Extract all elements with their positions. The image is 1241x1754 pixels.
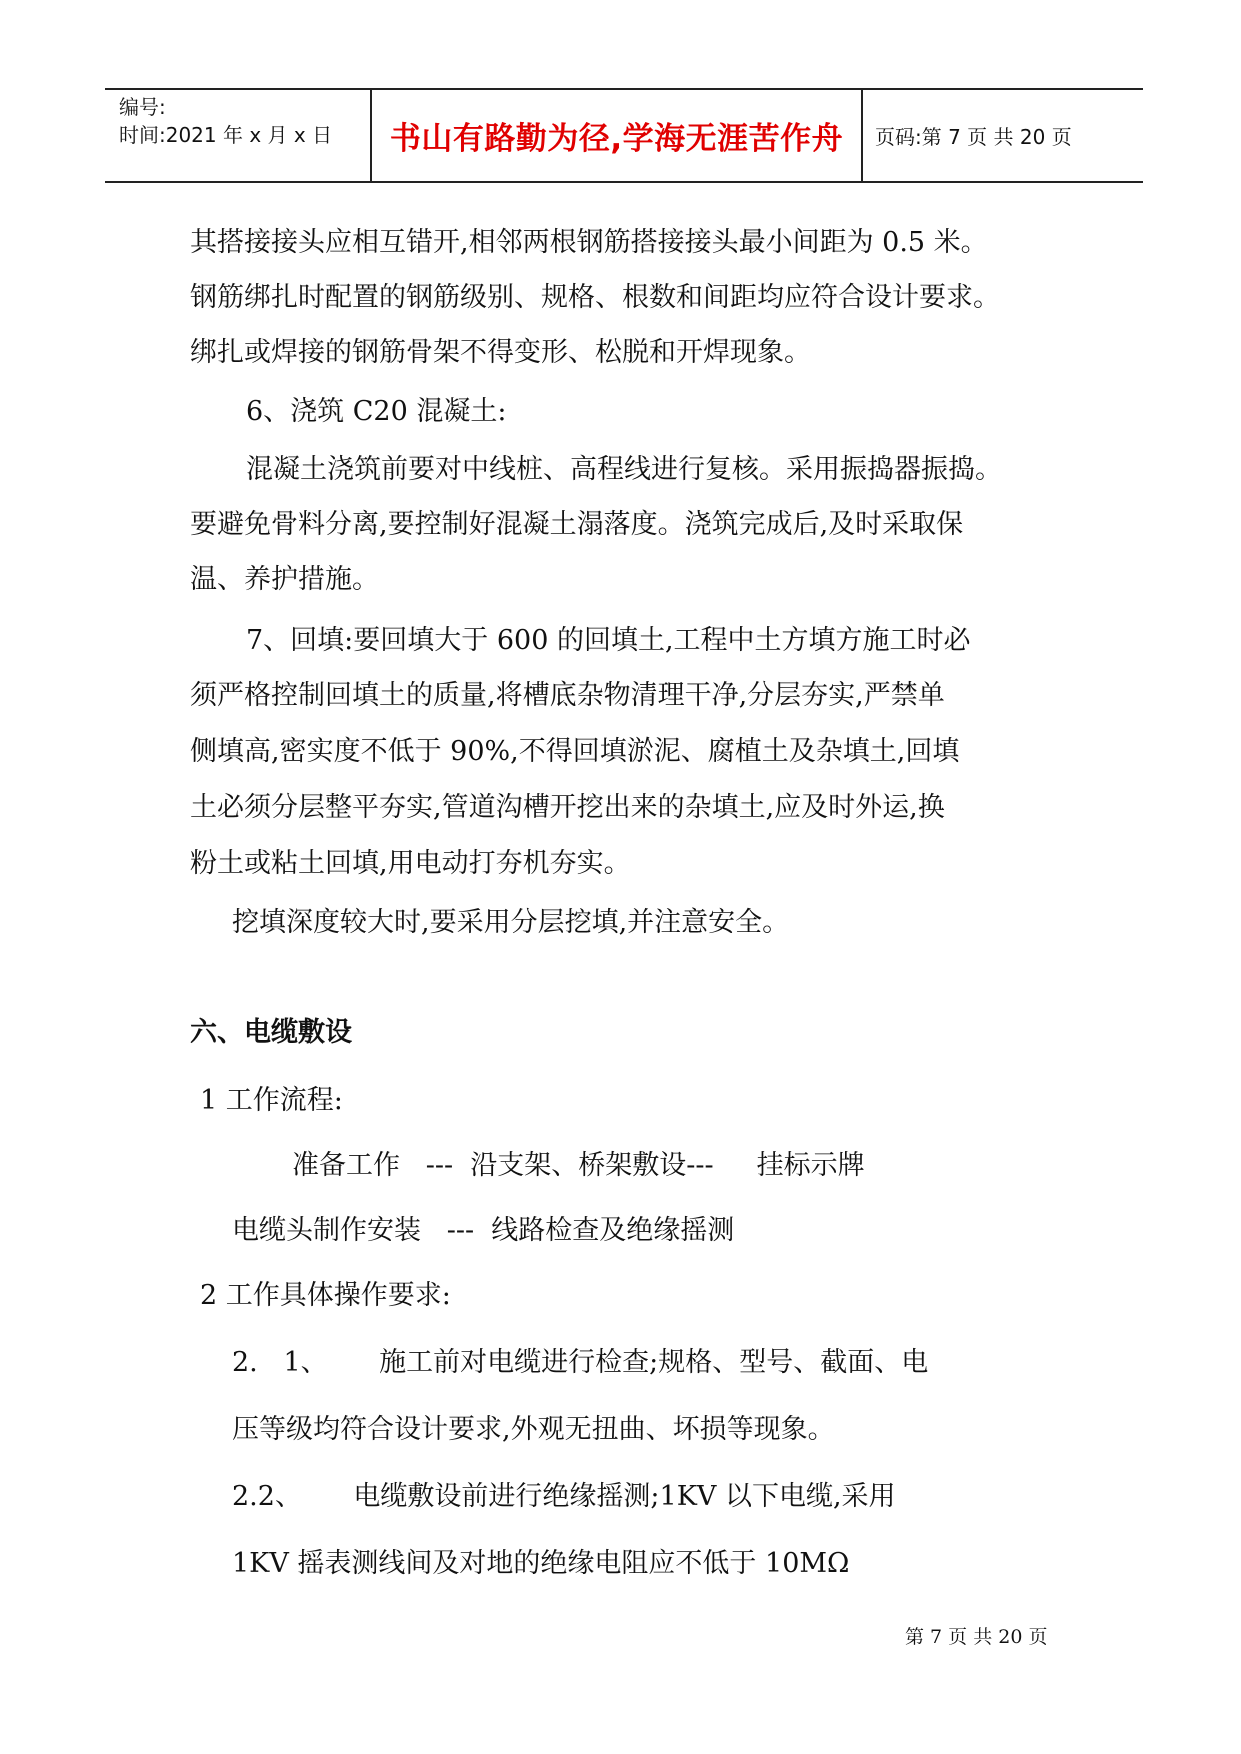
body-paragraph-line: 挖填深度较大时,要采用分层挖填,并注意安全。 — [232, 907, 790, 938]
section-line: 2. 1、 施工前对电缆进行检查;规格、型号、截面、电 — [232, 1347, 929, 1378]
body-item-heading: 6、浇筑 C20 混凝土: — [246, 396, 507, 427]
body-paragraph-line: 土必须分层整平夯实,管道沟槽开挖出来的杂填土,应及时外运,换 — [190, 792, 945, 823]
body-paragraph-line: 其搭接接头应相互错开,相邻两根钢筋搭接接头最小间距为 0.5 米。 — [190, 227, 988, 258]
header-page-info: 页码:第 7 页 共 20 页 — [875, 125, 1072, 149]
section-title: 六、电缆敷设 — [190, 1017, 352, 1048]
header-divider — [861, 90, 863, 181]
header-time-label: 时间:2021 年 x 月 x 日 — [119, 123, 333, 147]
body-paragraph-line: 绑扎或焊接的钢筋骨架不得变形、松脱和开焊现象。 — [190, 337, 811, 368]
body-paragraph-line: 粉土或粘土回填,用电动打夯机夯实。 — [190, 848, 631, 879]
body-paragraph-line: 须严格控制回填土的质量,将槽底杂物清理干净,分层夯实,严禁单 — [190, 680, 945, 711]
header-meta — [105, 90, 370, 181]
body-paragraph-line: 要避免骨料分离,要控制好混凝土溻落度。浇筑完成后,及时采取保 — [190, 509, 964, 540]
workflow-line: 电缆头制作安装 --- 线路检查及绝缘摇测 — [232, 1215, 735, 1246]
header-motto: 书山有路勤为径,学海无涯苦作舟 — [389, 121, 844, 157]
workflow-line: 准备工作 --- 沿支架、桥架敷设--- 挂标示牌 — [292, 1150, 865, 1181]
section-line: 1KV 摇表测线间及对地的绝缘电阻应不低于 10MΩ — [232, 1548, 850, 1579]
section-line: 1 工作流程: — [200, 1085, 343, 1116]
section-line: 2.2、 电缆敷设前进行绝缘摇测;1KV 以下电缆,采用 — [232, 1481, 896, 1512]
body-paragraph-line: 7、回填:要回填大于 600 的回填土,工程中土方填方施工时必 — [246, 625, 971, 656]
body-paragraph-line: 侧填高,密实度不低于 90%,不得回填淤泥、腐植土及杂填土,回填 — [190, 736, 960, 767]
body-paragraph-line: 钢筋绑扎时配置的钢筋级别、规格、根数和间距均应符合设计要求。 — [190, 282, 1000, 313]
body-paragraph-line: 混凝土浇筑前要对中线桩、高程线进行复核。采用振捣器振捣。 — [246, 454, 1002, 485]
page-header — [105, 88, 1143, 183]
section-line: 2 工作具体操作要求: — [200, 1280, 451, 1311]
section-line: 压等级均符合设计要求,外观无扭曲、坏损等现象。 — [232, 1414, 835, 1445]
header-number-label: 编号: — [119, 95, 166, 119]
body-paragraph-line: 温、养护措施。 — [190, 564, 379, 595]
page-footer: 第 7 页 共 20 页 — [905, 1626, 1048, 1648]
